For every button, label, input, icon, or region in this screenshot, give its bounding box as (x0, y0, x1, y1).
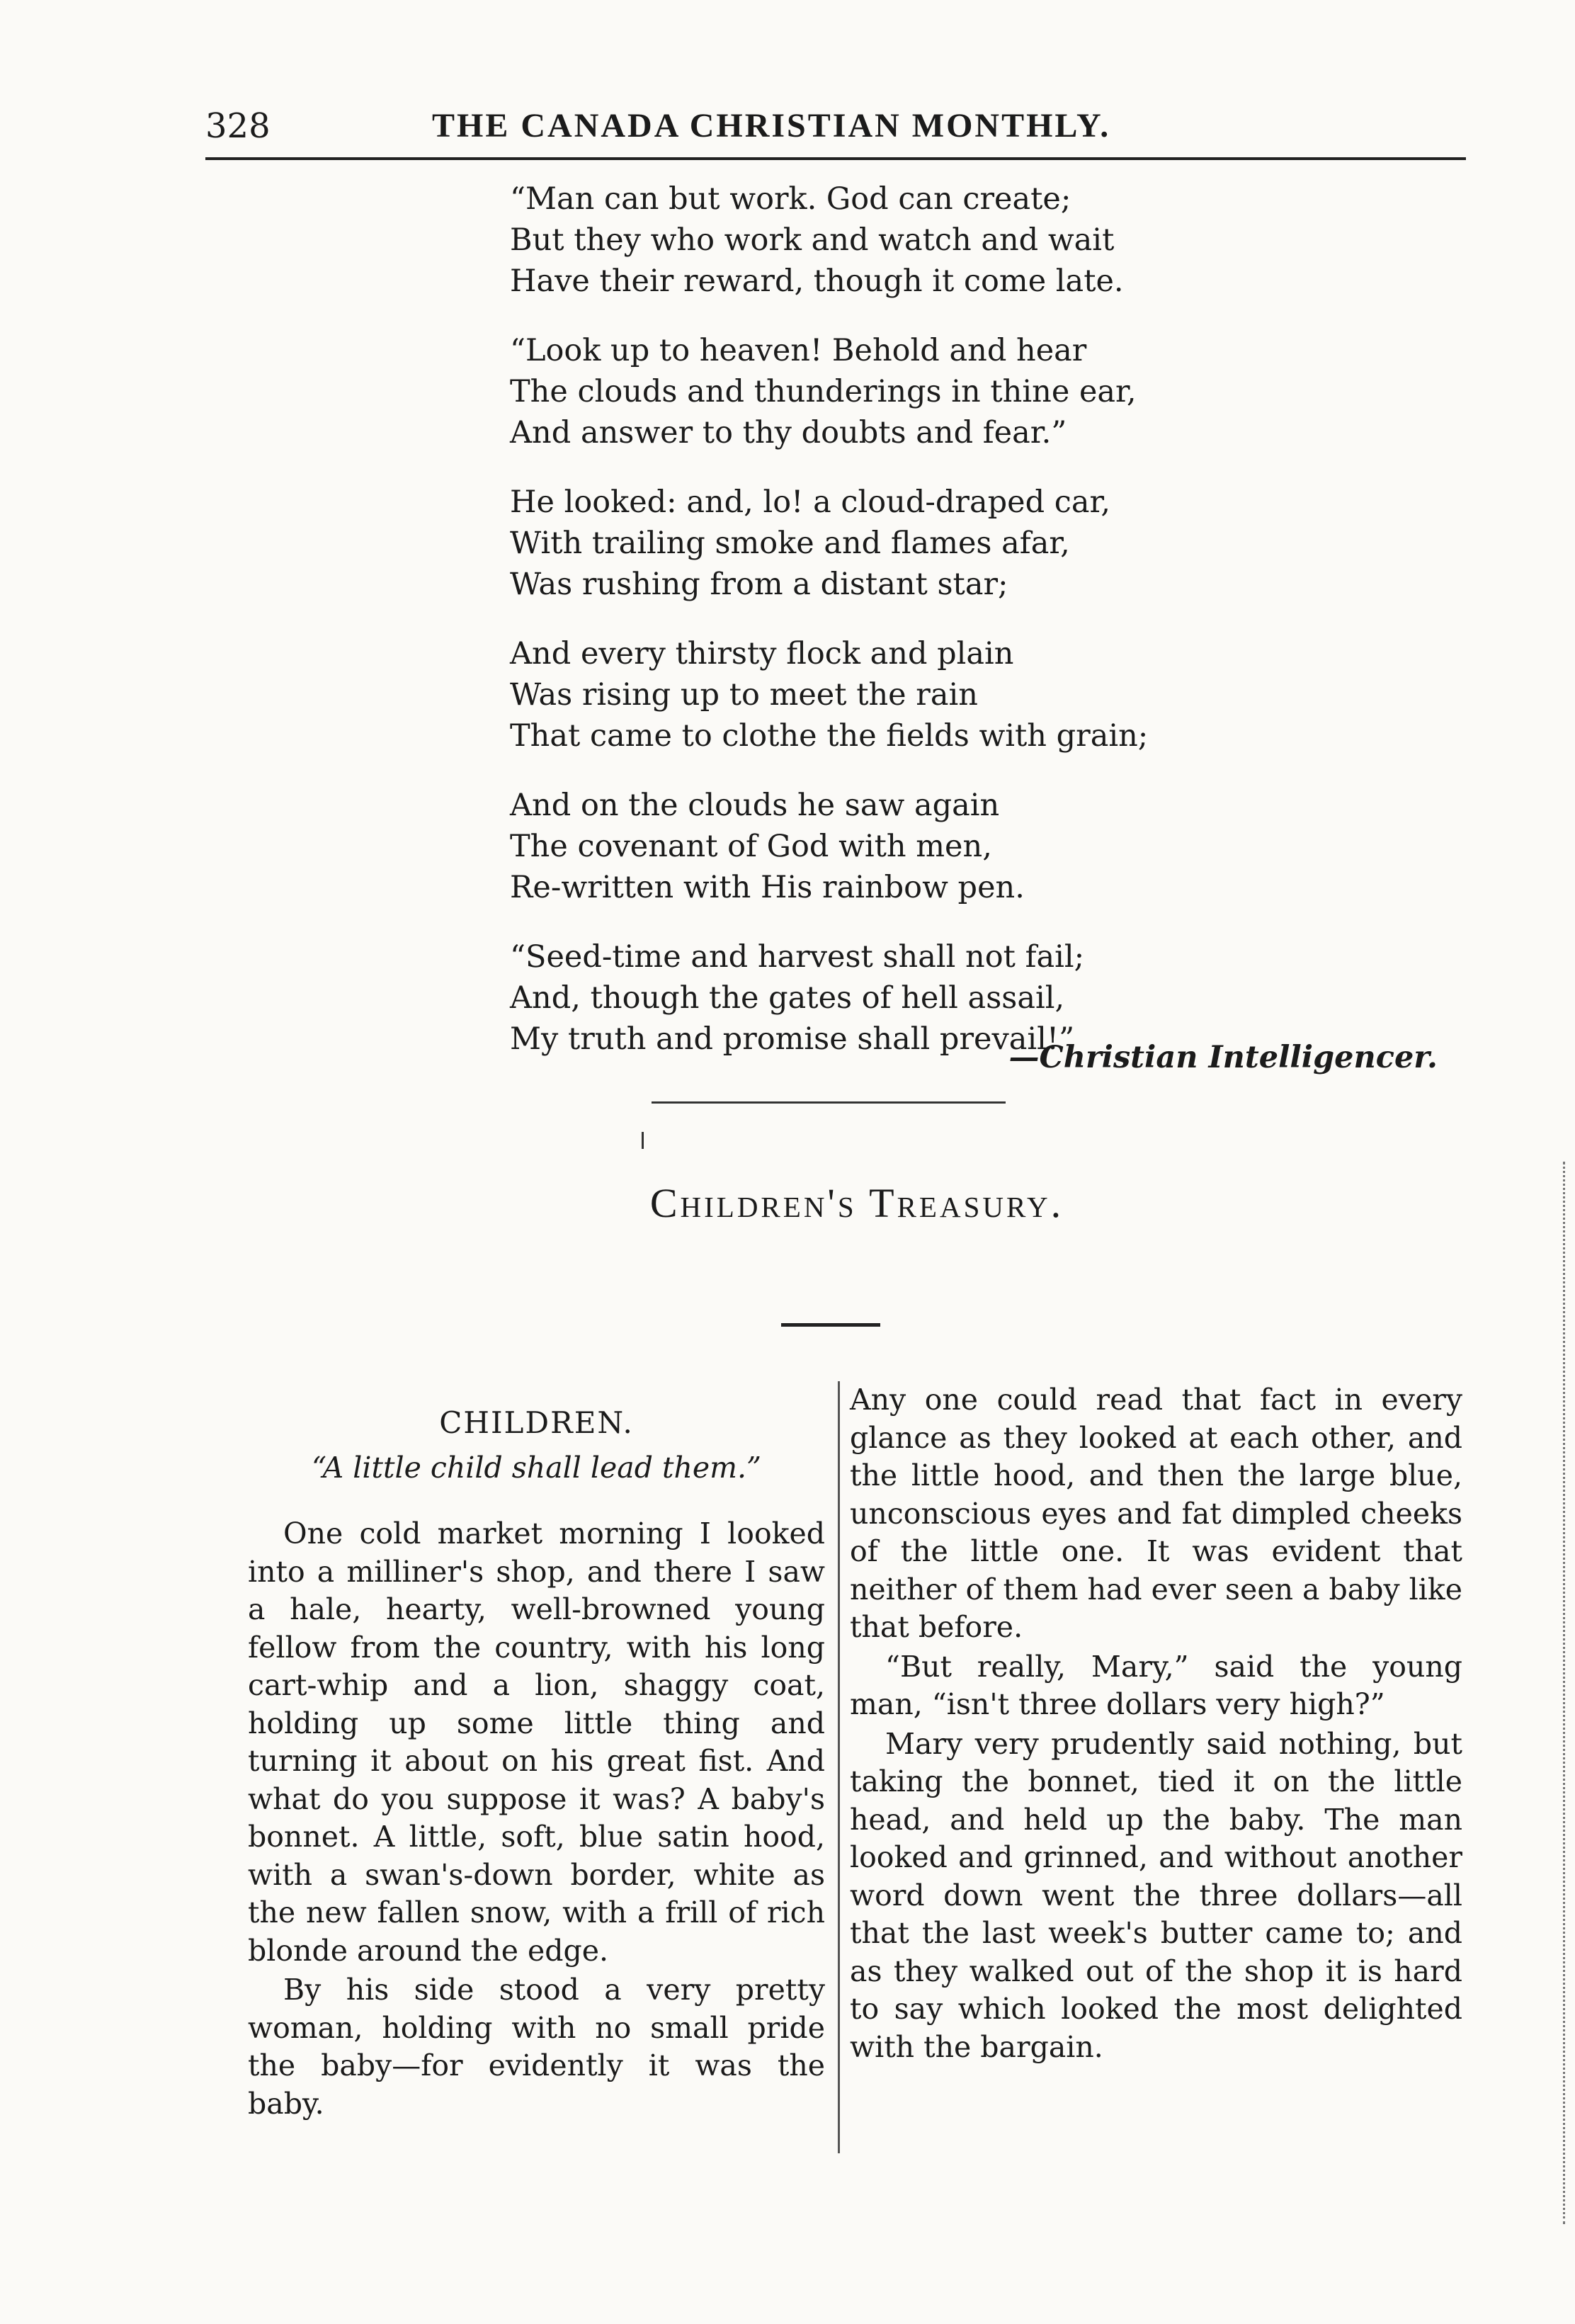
poem-line: “Man can but work. God can create; (510, 181, 1071, 217)
poem-line: And every thirsty flock and plain (510, 636, 1014, 671)
stanza (510, 330, 1445, 453)
department-title: Children's Treasury. (649, 1180, 1064, 1226)
poem-line: Was rising up to meet the rain (510, 677, 978, 713)
header-rule (205, 157, 1466, 160)
right-column (850, 1381, 1462, 2066)
poem-line: And, though the gates of hell assail, (510, 980, 1065, 1016)
column-divider (838, 1381, 840, 2153)
section-divider (652, 1101, 1006, 1104)
left-column (248, 1381, 825, 2123)
scan-edge-marks (1556, 1162, 1565, 2224)
paragraph: Any one could read that fact in every glance as they looked at each other, and the little hood, and then the large blue, unconscious eyes and fat dimpled cheeks of the little one. It was evident that neither of them had ever seen a baby like that before. (850, 1383, 1462, 1644)
poem-line: And on the clouds he saw again (510, 788, 1000, 823)
poem-line: The clouds and thunderings in thine ear, (510, 374, 1137, 409)
poem-line: But they who work and watch and wait (510, 222, 1115, 258)
department-rule (781, 1323, 880, 1327)
poem-line: Re-written with His rainbow pen. (510, 870, 1025, 905)
poem-line: The covenant of God with men, (510, 829, 992, 864)
article-epigraph: “A little child shall lead them.” (311, 1450, 762, 1485)
poem-attribution: —Christian Intelligencer. (1008, 1040, 1438, 1075)
paragraph: One cold market morning I looked into a milliner's shop, and there I saw a hale, hearty, well-browned young fellow from the country, with his long cart-whip and a lion, shaggy coat, holding up some little thing and turning it about on his great fist. And what do you suppose it was? A baby's bonnet. A little, soft, blue satin hood, with a swan's-down border, white as the new fallen snow, with a frill of rich blonde around the edge. (248, 1517, 825, 1968)
poem (510, 178, 1445, 1088)
poem-line: My truth and promise shall prevail!” (510, 1021, 1075, 1057)
paragraph: By his side stood a very pretty woman, holding with no small pride the baby—for evidently it was the baby. (248, 1973, 825, 2121)
paragraph: Mary very prudently said nothing, but taking the bonnet, tied it on the little head, and held up the baby. The man looked and grinned, and without another word down went the three dollars—all that the last week's butter came to; and as they walked out of the shop it is hard to say which looked the most delighted with the bargain. (850, 1726, 1462, 2064)
poem-line: With trailing smoke and flames afar, (510, 526, 1070, 561)
poem-line: Have their reward, though it come late. (510, 263, 1124, 299)
stanza (510, 633, 1445, 756)
poem-line: He looked: and, lo! a cloud-draped car, (510, 484, 1110, 520)
poem-line: “Look up to heaven! Behold and hear (510, 333, 1087, 368)
poem-line: Was rushing from a distant star; (510, 567, 1008, 602)
paragraph: “But really, Mary,” said the young man, “isn't three dollars very high?” (850, 1649, 1462, 1721)
rule-mark (642, 1132, 644, 1149)
poem-line: That came to clothe the fields with grain; (510, 718, 1149, 754)
page-number: 328 (205, 106, 271, 146)
page-header (205, 106, 1466, 149)
stanza (510, 785, 1445, 908)
poem-line: And answer to thy doubts and fear.” (510, 415, 1067, 450)
poem-line: “Seed-time and harvest shall not fail; (510, 939, 1085, 975)
running-title: THE CANADA CHRISTIAN MONTHLY. (432, 107, 1111, 144)
stanza (510, 178, 1445, 302)
stanza (510, 482, 1445, 605)
article-title: CHILDREN. (439, 1405, 634, 1440)
